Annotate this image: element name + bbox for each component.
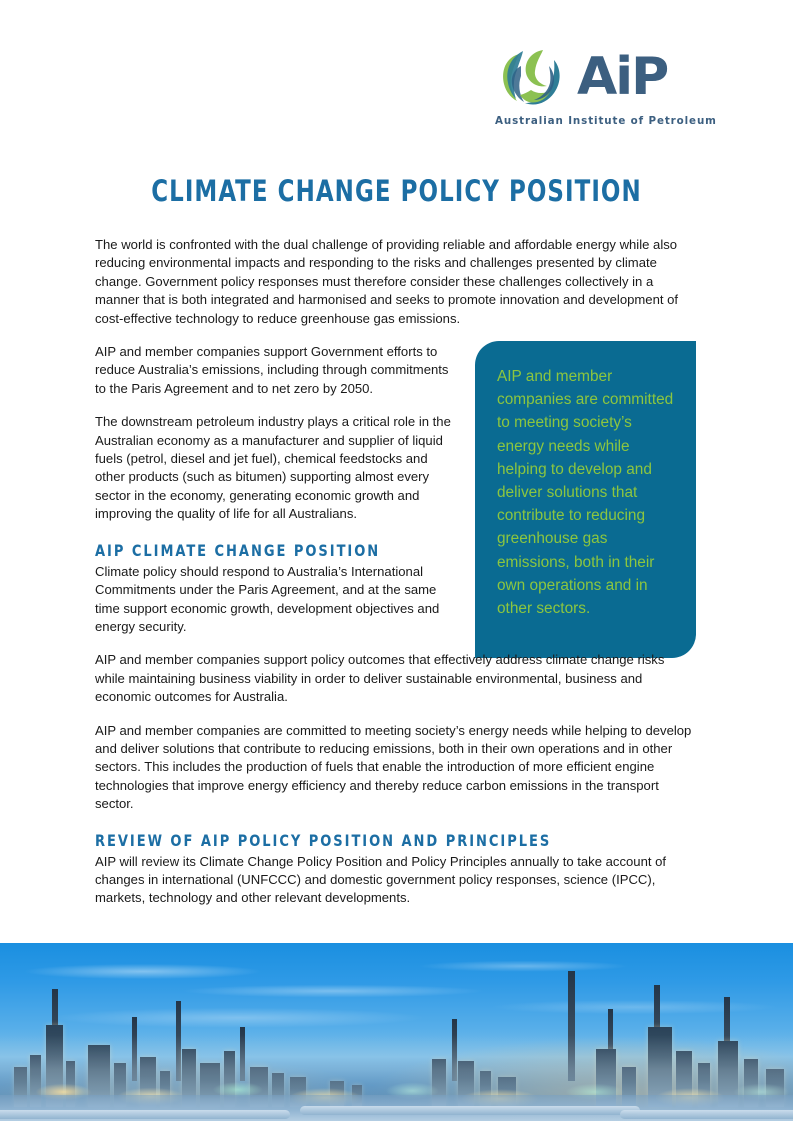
document-body (95, 236, 696, 923)
paragraph-review: AIP will review its Climate Change Policy Position and Policy Principles annually to take account of changes in international (UNFCCC) and domestic government policy responses, science (IPCC), markets, technology and other relevant developments. (95, 853, 667, 906)
heading-aip-climate-change-position: AIP CLIMATE CHANGE POSITION (95, 541, 381, 560)
aip-logo (495, 46, 717, 136)
photo-pipeline (0, 1110, 290, 1119)
paragraph-support-efforts: AIP and member companies support Government efforts to reduce Australia’s emissions, including through commitments to the Paris Agreement and to net zero by 2050. (95, 344, 449, 396)
refinery-photo (0, 943, 793, 1121)
photo-pipeline (300, 1106, 640, 1115)
aip-tagline: Australian Institute of Petroleum (495, 115, 717, 127)
paragraph-climate-policy: Climate policy should respond to Australia’s International Commitments under the Paris Agreement, and at the same time support economic growth, development objectives and energy security. (95, 563, 440, 634)
page-title: CLIMATE CHANGE POLICY POSITION (151, 174, 642, 208)
logo-row (497, 46, 697, 112)
aip-wordmark: AiP (577, 47, 668, 107)
heading-review-of-aip-policy-position-and-principles: REVIEW OF AIP POLICY POSITION AND PRINCIPLES (95, 831, 552, 850)
paragraph-committed: AIP and member companies are committed to meeting society’s energy needs while helping to develop and deliver solutions that contribute to reducing emissions, both in their own operations and in other sectors. This includes the production of fuels that enable the introduction of more efficient engine technologies that improve energy efficiency and thereby reduce carbon emissions in the transport sector. (95, 722, 692, 812)
paragraph-intro: The world is confronted with the dual challenge of providing reliable and affordable energy while also reducing environmental impacts and responding to the risks and challenges presented by climate change. Government policy responses must therefore consider these challenges collectively in a manner that is both integrated and harmonised and seeks to promote innovation and development of cost-effective technology to reduce greenhouse gas emissions. (95, 237, 679, 326)
aip-globe-swirl-icon (497, 46, 569, 112)
photo-pipeline (620, 1110, 793, 1119)
pullquote-text: AIP and member companies are committed to meeting society’s energy needs while helping to develop and deliver solutions that contribute to reducing greenhouse gas emissions, both in their own operations and in other sectors. (497, 368, 674, 618)
paragraph-policy-outcomes: AIP and member companies support policy outcomes that effectively address climate change risks while maintaining business viability in order to deliver sustainable environmental, business and economic outcomes for Australia. (95, 652, 665, 705)
paragraph-downstream-role: The downstream petroleum industry plays a critical role in the Australian economy as a manufacturer and supplier of liquid fuels (petrol, diesel and jet fuel), chemical feedstocks and other products (such as bitumen) supporting almost every sector in the economy, generating economic growth and improving the quality of life for all Australians. (95, 414, 451, 522)
